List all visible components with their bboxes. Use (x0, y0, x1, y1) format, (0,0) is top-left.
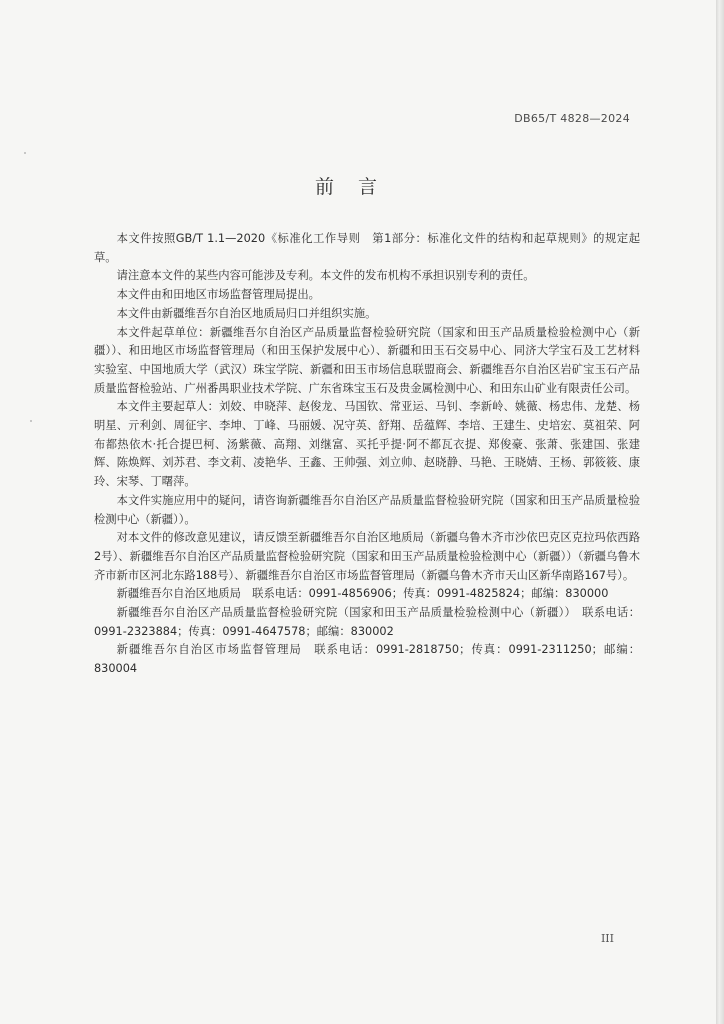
page-edge (716, 0, 724, 1024)
document-code: DB65/T 4828—2024 (514, 112, 630, 125)
paragraph: 本文件起草单位：新疆维吾尔自治区产品质量监督检验研究院（国家和田玉产品质量检验检测中心（新疆））、和田地区市场监督管理局（和田玉保护发展中心）、新疆和田玉石交易中心、同济大学宝石及工艺材料实验室、中国地质大学（武汉）珠宝学院、新疆和田玉市场信息联盟商会、新疆维吾尔自治区岩矿宝玉石产品质量监督检验站、广州番禺职业技术学院、广东省珠宝玉石及贵金属检测中心、和田东山矿业有限责任公司。 (94, 325, 640, 395)
contact-line: 新疆维吾尔自治区市场监督管理局 联系电话：0991-2818750；传真：0991-2311250；邮编：830004 (94, 643, 640, 676)
contact-line: 新疆维吾尔自治区地质局 联系电话：0991-4856906；传真：0991-4825824；邮编：830000 (116, 587, 609, 601)
paragraph: 本文件主要起草人：刘姣、申晓萍、赵俊龙、马国钦、常亚运、马钊、李新岭、姚薇、杨忠伟、龙楚、杨明星、亓利剑、周征宇、李坤、丁峰、马丽媛、况守英、舒翔、岳蕴辉、李培、王建生、史培宏、莫祖荣、阿布都热依木·托合提巴柯、汤紫薇、高翔、刘继富、买托乎提·阿不都瓦衣提、郑俊豪、张萧、张建国、张建辉、陈焕辉、刘苏君、李文莉、凌艳华、王鑫、王帅强、刘立帅、赵晓静、马艳、王晓婧、王杨、郭筱筱、康玲、宋琴、丁曙萍。 (94, 400, 640, 489)
paragraph: 请注意本文件的某些内容可能涉及专利。本文件的发布机构不承担识别专利的责任。 (116, 269, 535, 283)
scan-speck (24, 152, 26, 154)
paragraph: 本文件由和田地区市场监督管理局提出。 (116, 288, 320, 302)
paragraph: 本文件按照GB/T 1.1—2020《标准化工作导则 第1部分：标准化文件的结构和起草规则》的规定起草。 (94, 232, 640, 264)
contact-line: 新疆维吾尔自治区产品质量监督检验研究院（国家和田玉产品质量检验检测中心（新疆）） 联系电话：0991-2323884；传真：0991-4647578；邮编：830002 (94, 606, 640, 638)
page-title: 前言 (314, 176, 401, 198)
paragraph: 对本文件的修改意见建议，请反馈至新疆维吾尔自治区地质局（新疆乌鲁木齐市沙依巴克区克拉玛依西路2号）、新疆维吾尔自治区产品质量监督检验研究院（国家和田玉产品质量检验检测中心（新疆））（新疆乌鲁木齐市新市区河北东路188号）、新疆维吾尔自治区市场监督管理局（新疆乌鲁木齐市天山区新华南路167号）。 (94, 531, 640, 582)
paragraph: 本文件实施应用中的疑问，请咨询新疆维吾尔自治区产品质量监督检验研究院（国家和田玉产品质量检验检测中心（新疆））。 (94, 493, 640, 526)
page-number: III (600, 932, 614, 945)
paragraph: 本文件由新疆维吾尔自治区地质局归口并组织实施。 (116, 306, 377, 320)
document-body (94, 230, 640, 679)
scan-speck (30, 420, 32, 422)
